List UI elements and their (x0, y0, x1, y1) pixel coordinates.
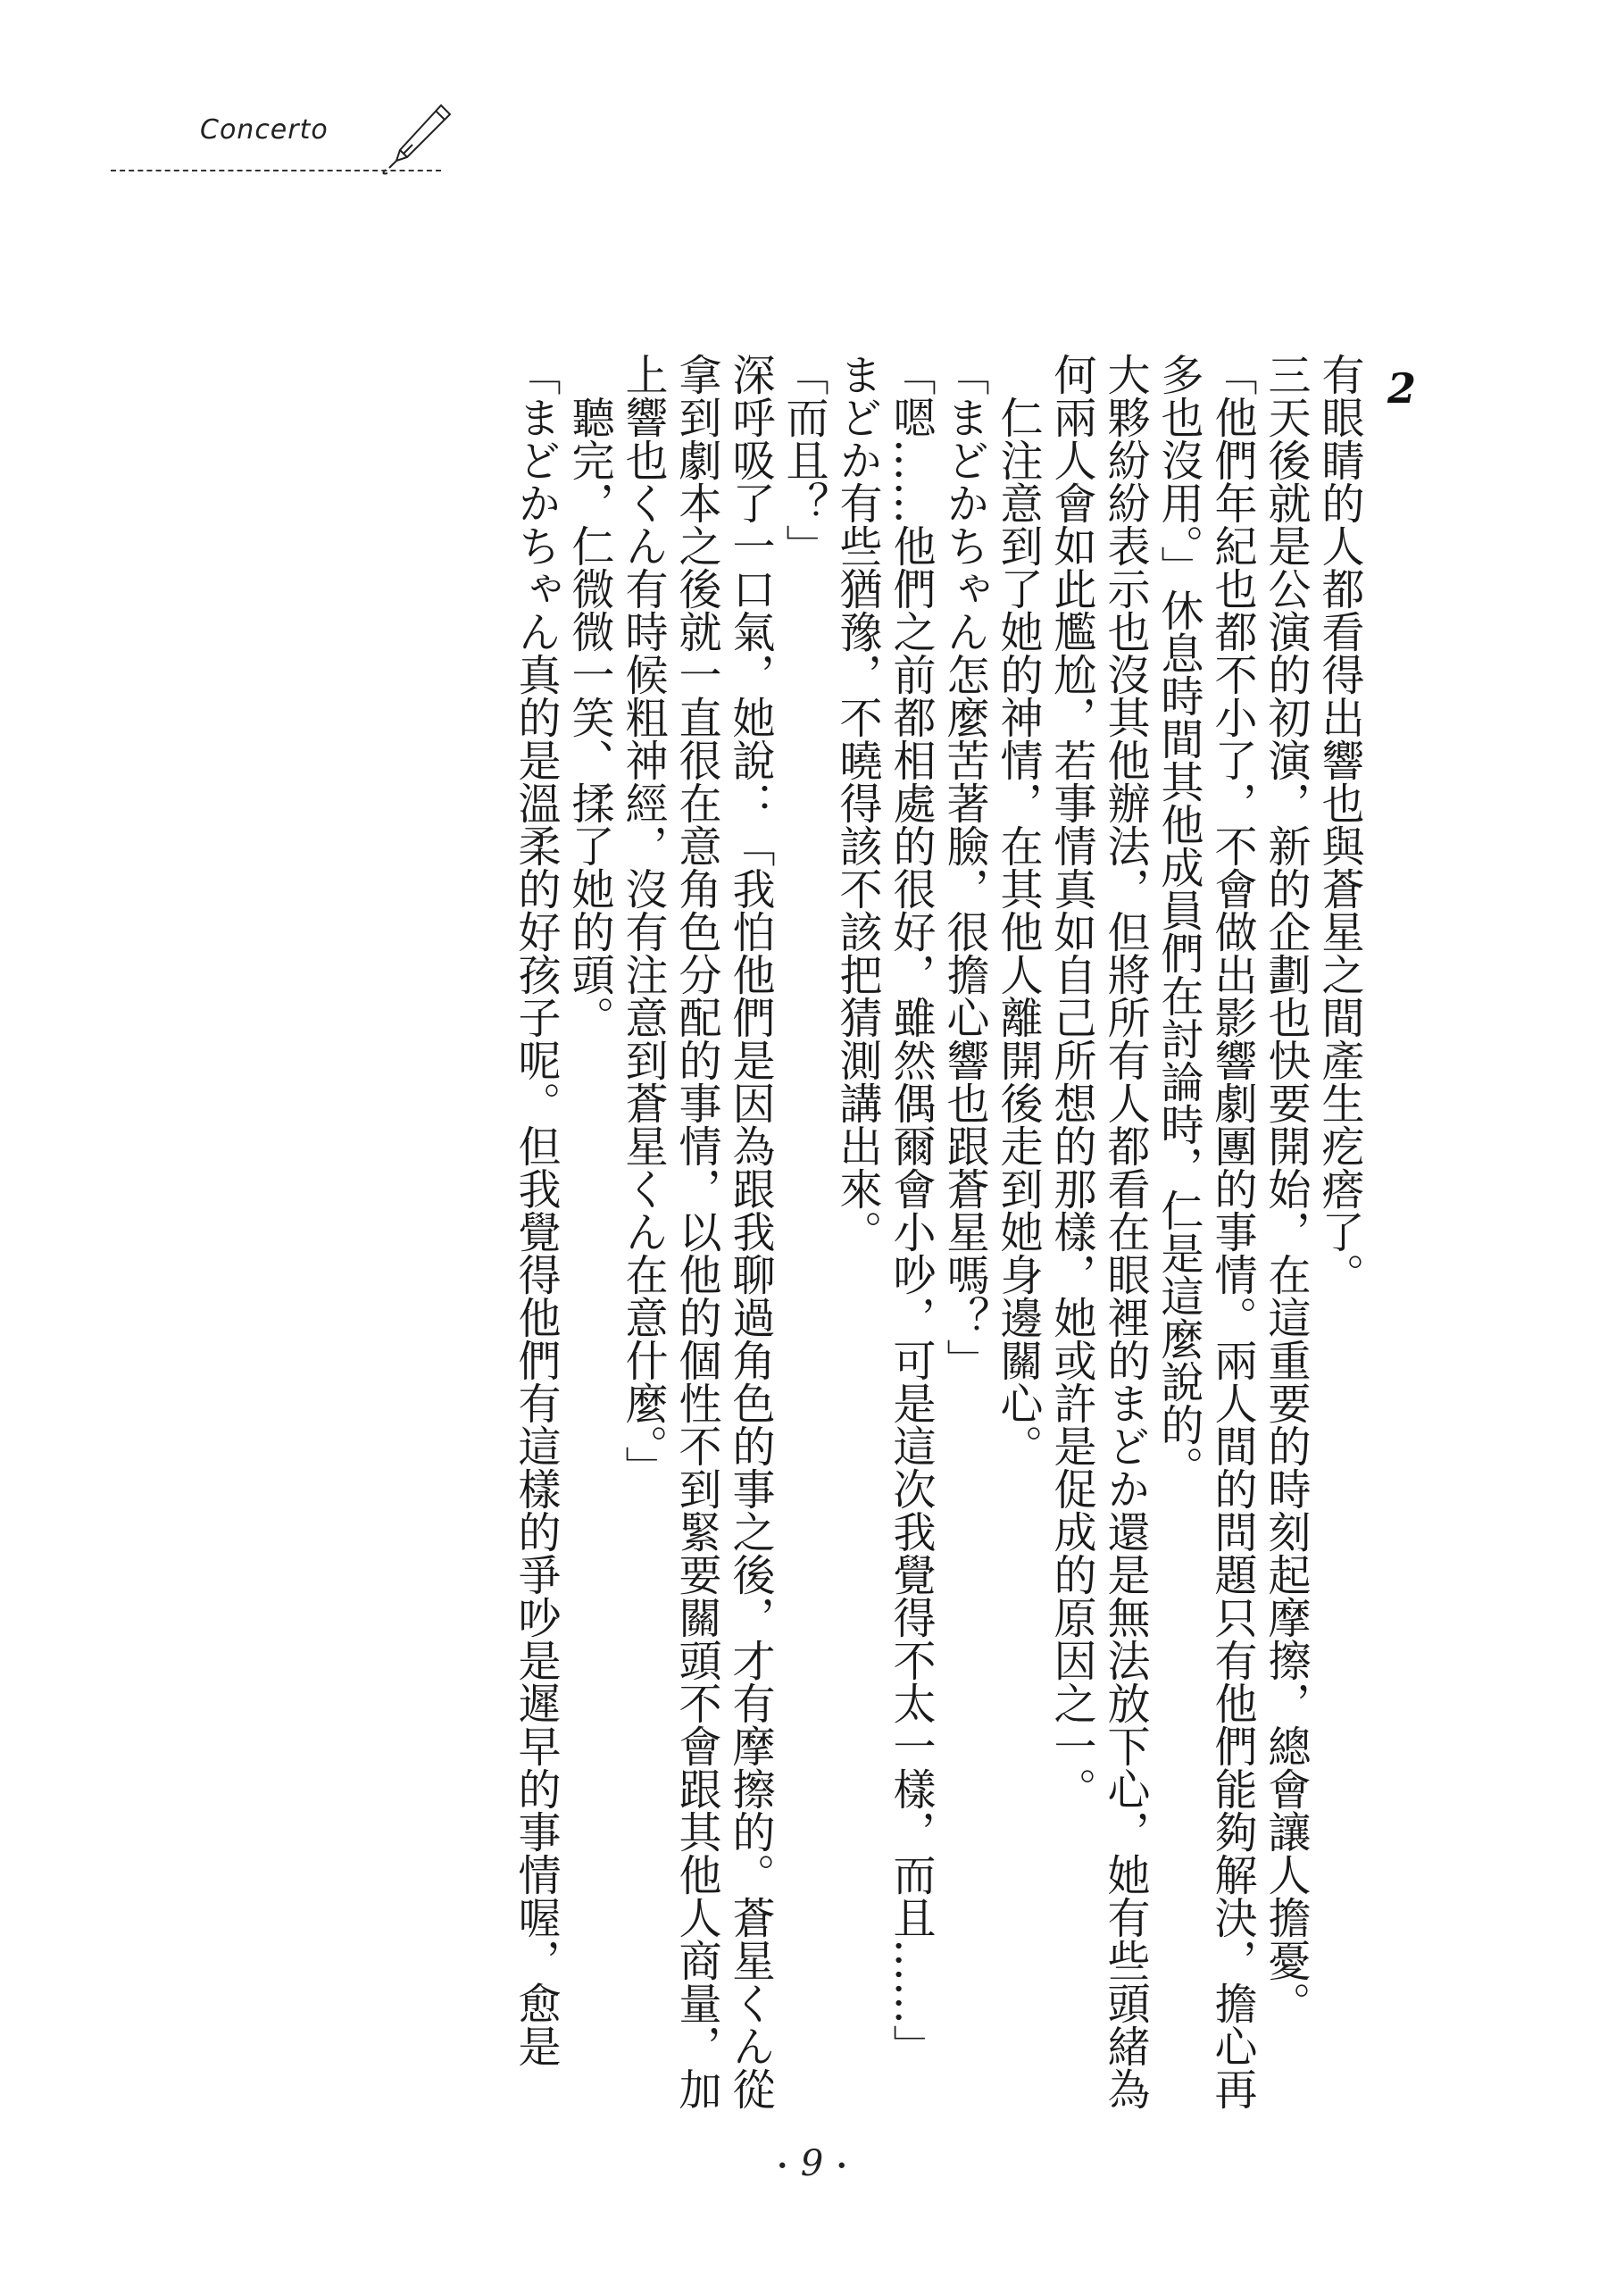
paragraph: 「まどかちゃん真的是溫柔的好孩子呢。但我覺得他們有這樣的爭吵是遲早的事情喔，愈是 (511, 353, 561, 2067)
paragraph: 「まどかちゃん怎麼苦著臉，很擔心響也跟蒼星嗎？」 (939, 353, 989, 1381)
paragraph: 「他們年紀也都不小了，不會做出影響劇團的事情。兩人間的問題只有他們能夠解決，擔心再多也沒用。」休息時間其他成員們在討論時，仁是這麼說的。 (1153, 353, 1257, 2110)
fountain-pen-icon (377, 98, 457, 179)
bullet-left: • (776, 2155, 788, 2178)
paragraph: 聽完，仁微微一笑、揉了她的頭。 (564, 396, 614, 1039)
paragraph: 有眼睛的人都看得出響也與蒼星之間產生疙瘩了。 (1314, 353, 1364, 1296)
body-text (205, 353, 1366, 2139)
paragraph: 仁注意到了她的神情，在其他人離開後走到她身邊關心。 (993, 396, 1043, 1467)
bullet-right: • (836, 2155, 848, 2178)
book-title: Concerto (200, 114, 329, 146)
paragraph: 大夥紛紛表示也沒其他辦法，但將所有人都看在眼裡的まどか還是無法放下心，她有些頭緒為何兩人會如此尷尬，若事情真如自己所想的那樣，她或許是促成的原因之一。 (1046, 353, 1150, 2110)
paragraph: まどか有些猶豫，不曉得該不該把猜測講出來。 (832, 353, 882, 1253)
header-dashed-rule (111, 170, 441, 171)
running-header (111, 105, 450, 186)
page-footer (0, 2143, 1624, 2184)
chapter-number: 2 (1387, 364, 1417, 413)
paragraph: 「嗯……他們之前都相處的很好，雖然偶爾會小吵，可是這次我覺得不太一樣，而且……」 (886, 353, 936, 2067)
paragraph: 「而且？」 (779, 353, 829, 567)
paragraph: 三天後就是公演的初演，新的企劃也快要開始，在這重要的時刻起摩擦，總會讓人擔憂。 (1261, 353, 1311, 2024)
page-number: 9 (800, 2143, 824, 2184)
paragraph: 深呼吸了一口氣，她說：「我怕他們是因為跟我聊過角色的事之後，才有摩擦的。蒼星くん從拿到劇本之後就一直很在意角色分配的事情，以他的個性不到緊要關頭不會跟其他人商量，加上響也くん有時候粗神經，沒有注意到蒼星くん在意什麼。」 (618, 353, 775, 2110)
